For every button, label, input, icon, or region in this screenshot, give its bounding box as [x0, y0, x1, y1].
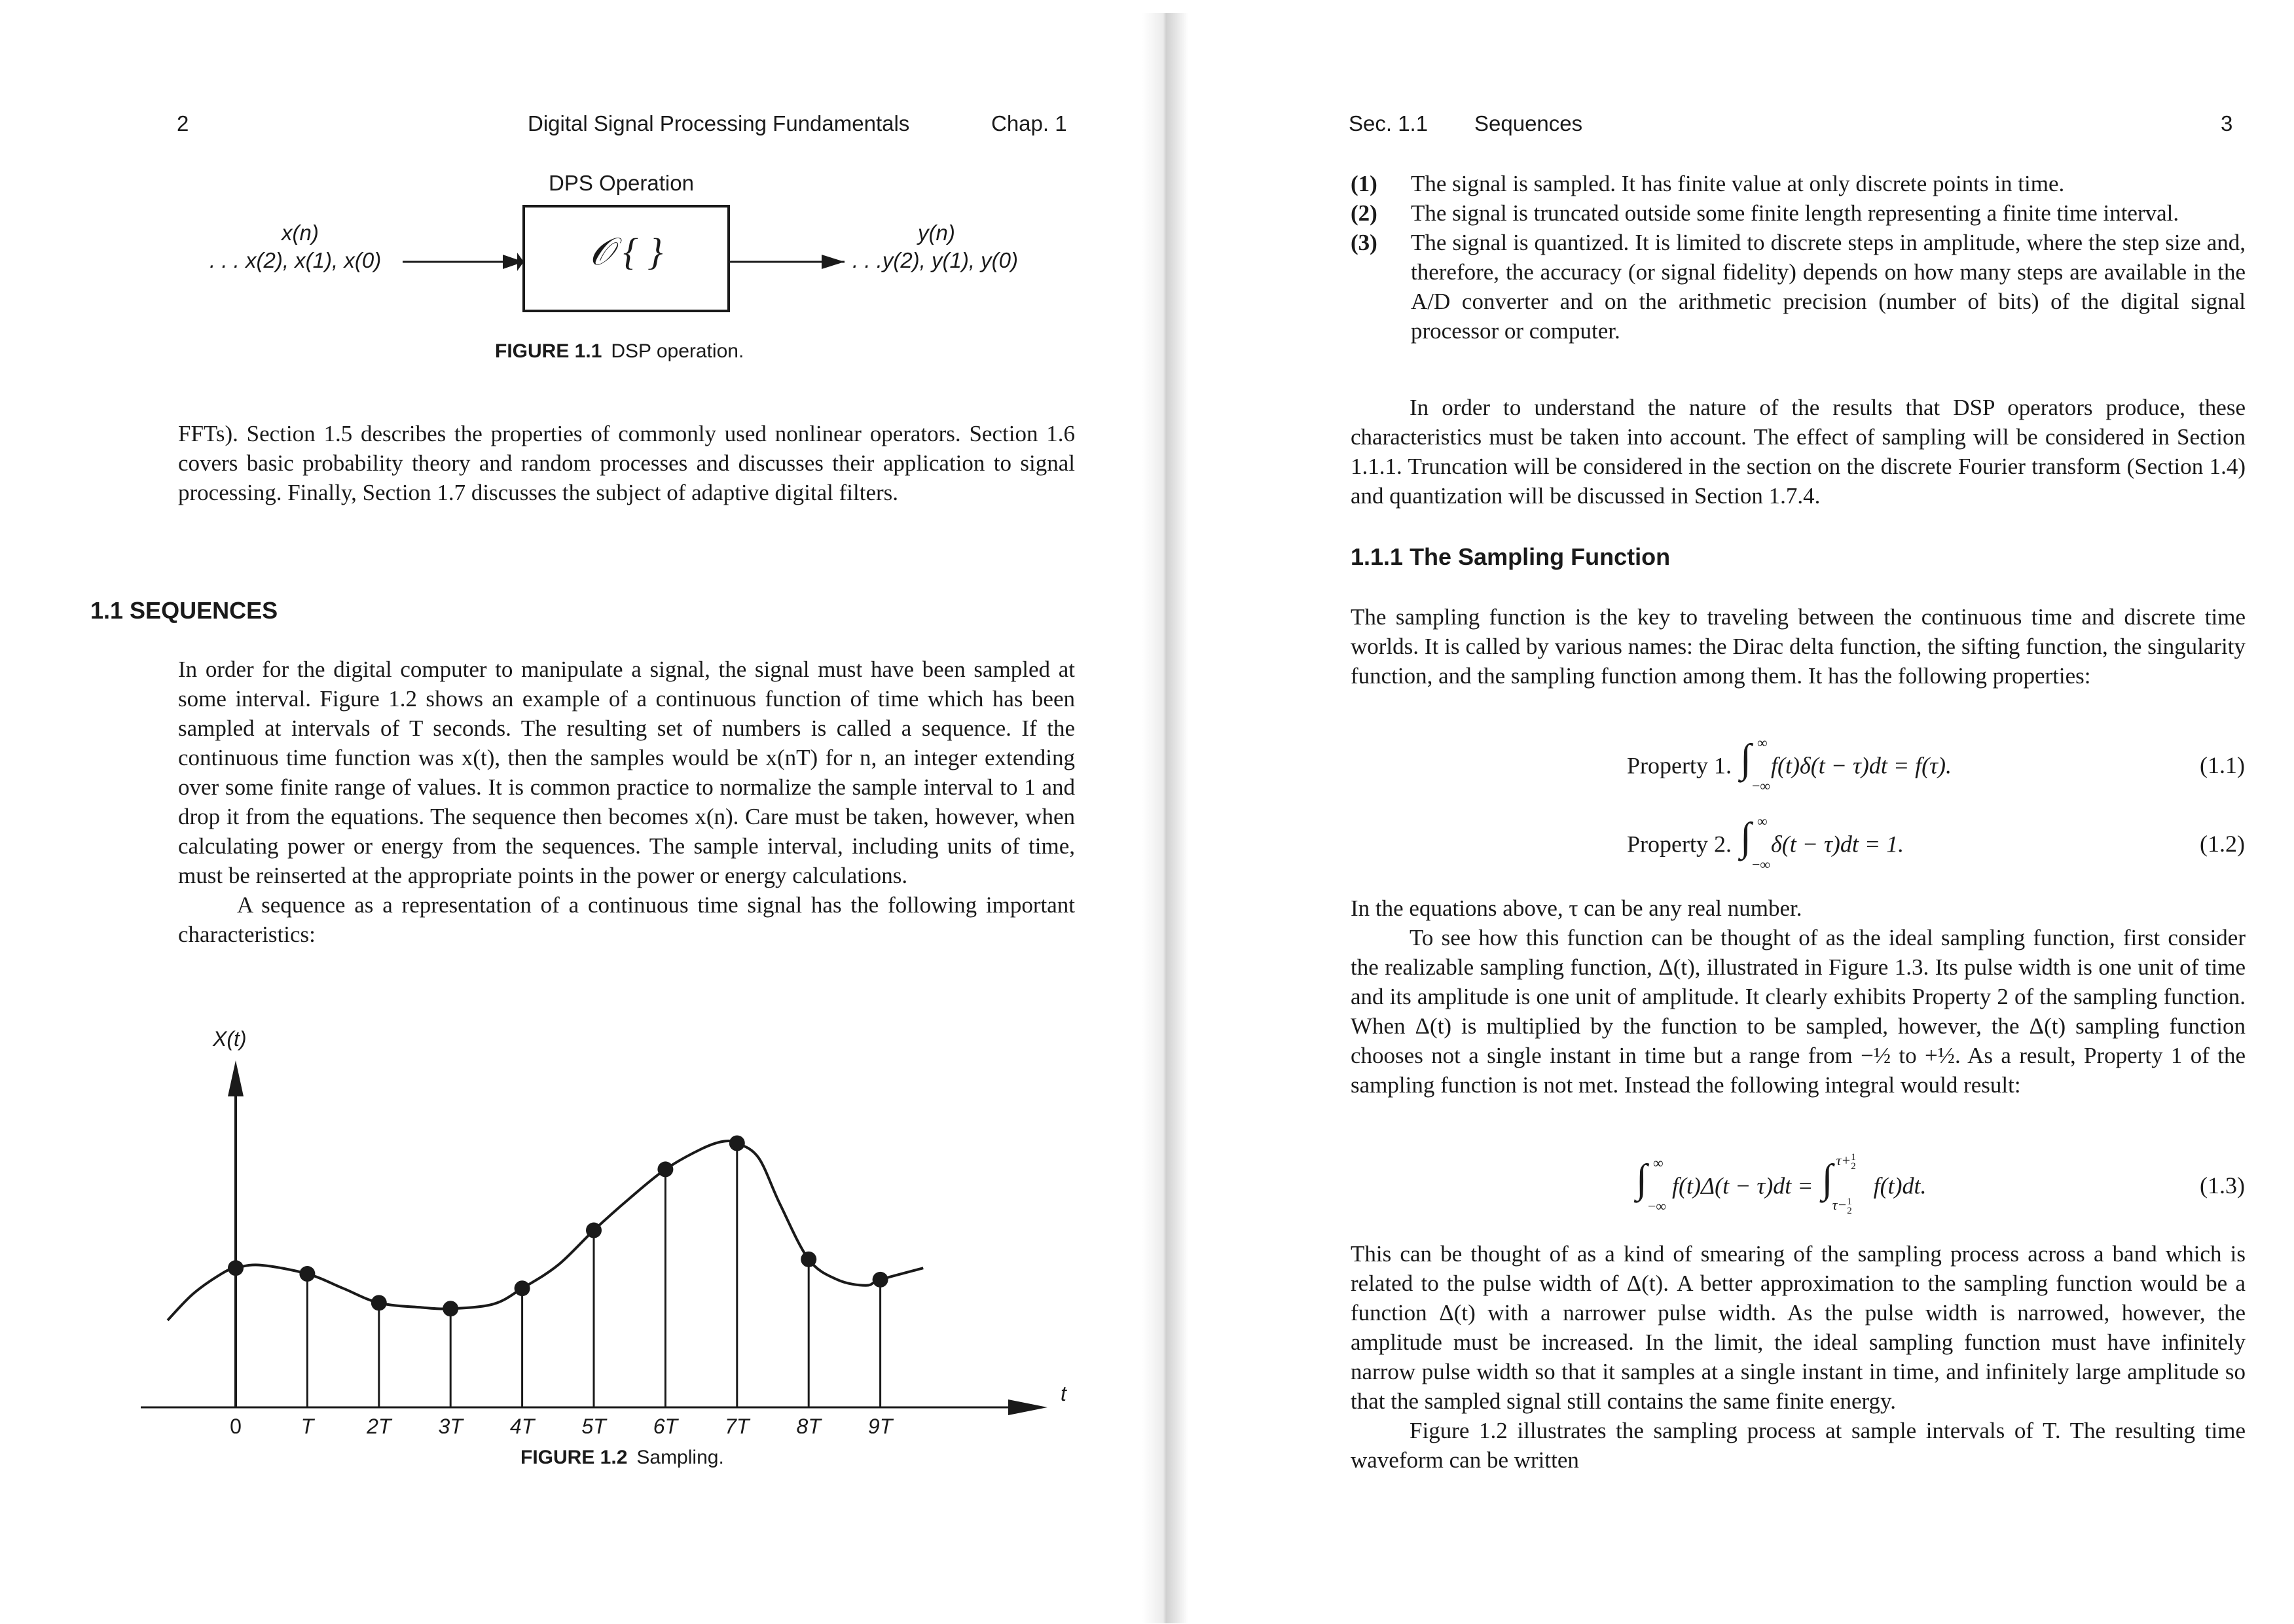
eq3-lhs: f(t)Δ(t − τ)dt = — [1672, 1172, 1813, 1199]
input-sequence: . . . x(2), x(1), x(0) — [209, 248, 382, 272]
x-tick-label: 8T — [796, 1415, 821, 1434]
sample-point — [515, 1280, 530, 1296]
right-section-number: Sec. 1.1 — [1349, 111, 1429, 135]
list-item-text: The signal is sampled. It has finite value at only discrete points in time. — [1411, 171, 2065, 196]
x-tick-label: 7T — [725, 1415, 750, 1434]
sample-point — [443, 1301, 458, 1316]
equation-1-2 — [1627, 813, 1904, 873]
operator-symbol: 𝒪 { } — [589, 230, 663, 273]
y-axis-arrow — [228, 1060, 244, 1096]
intro-paragraph: FFTs). Section 1.5 describes the properties of commonly used nonlinear operators. Section 1.6 covers basic probability theory and random processes and discusses their application to signal processing. Finally, Section 1.7 discusses the subject of adaptive digital filters. — [178, 421, 1075, 505]
integral-upper-limit: ∞ — [1653, 1155, 1664, 1171]
half-denominator: 2 — [1851, 1161, 1856, 1172]
list-item — [1351, 198, 2246, 228]
left-paragraph-2: A sequence as a representation of a continuous time signal has the following important characteristics: — [178, 892, 1075, 947]
sample-point — [657, 1161, 673, 1177]
output-arrow-head — [822, 255, 845, 269]
eq1-label: Property 1. — [1627, 752, 1732, 779]
list-item — [1351, 169, 2246, 198]
figure-1-1 — [190, 167, 1074, 357]
left-body — [178, 655, 1075, 949]
upper-half-fraction — [1851, 1153, 1856, 1171]
book-gutter — [1142, 13, 1188, 1623]
x-tick-label: 4T — [509, 1415, 535, 1434]
subsection-heading: 1.1.1 The Sampling Function — [1351, 543, 1671, 570]
eq2-number: (1.2) — [2200, 831, 2245, 857]
figure-1-1-caption — [495, 340, 744, 363]
continuous-signal-curve — [168, 1141, 923, 1320]
right-page-number: 3 — [2221, 111, 2233, 135]
list-item-number: (1) — [1351, 171, 1377, 196]
x-tick-label: 3T — [438, 1415, 463, 1434]
x-axis-arrow — [1008, 1399, 1047, 1415]
x-tick-label: 6T — [653, 1415, 678, 1434]
eq3-rhs: f(t)dt. — [1873, 1172, 1927, 1199]
integral-sign: ∫ — [1739, 736, 1751, 781]
output-label: y(n) — [918, 221, 955, 245]
eq1-body: f(t)δ(t − τ)dt = f(τ). — [1770, 752, 1952, 779]
right-body-2 — [1351, 893, 2246, 1100]
list-item-number: (3) — [1351, 230, 1377, 255]
equation-1-1 — [1627, 734, 1952, 794]
left-page-number: 2 — [177, 111, 189, 135]
half-numerator: 1 — [1851, 1151, 1856, 1163]
right-body-3 — [1351, 1239, 2246, 1475]
sample-point — [371, 1295, 387, 1310]
eq2-label: Property 2. — [1627, 831, 1732, 857]
integral-sign: ∫ — [1739, 815, 1751, 859]
left-paragraph-1: In order for the digital computer to manipulate a signal, the signal must have been sampled at some interval. Figure 1.2 shows an example of a continuous function of time which has been sampled at intervals of T seconds. The resulting set of numbers is called a sequence. If the continuous time function was x(t), then the samples would be x(nT) for n, an integer extending over some finite range of values. It is common practice to normalize the sample interval to 1 and drop it from the equations. The sequence then becomes x(n). Care must be taken, however, when calculating power or energy from the sequences. The sample interval, including units of time, must be reinserted at the appropriate points in the power or energy calculations. — [178, 657, 1075, 888]
lower-half-fraction — [1847, 1197, 1852, 1216]
x-tick-label: T — [300, 1415, 314, 1434]
x-tick-label: 0 — [230, 1415, 242, 1434]
equation-1-3 — [1633, 1151, 1927, 1216]
x-tick-label: 2T — [367, 1415, 391, 1434]
y-axis-label: X(t) — [213, 1028, 247, 1051]
sample-point — [873, 1272, 888, 1288]
upper-limit-text: τ+ — [1836, 1152, 1851, 1168]
eq2-body: δ(t − τ)dt = 1. — [1770, 831, 1904, 857]
integral-upper-limit: ∞ — [1757, 734, 1768, 751]
list-item-number: (2) — [1351, 200, 1377, 226]
sample-point — [228, 1260, 244, 1276]
lower-limit-text: τ− — [1832, 1197, 1848, 1213]
eq1-number: (1.1) — [2200, 752, 2245, 778]
running-head: Digital Signal Processing Fundamentals — [528, 111, 910, 135]
integral-upper-limit: ∞ — [1757, 813, 1768, 829]
sample-point — [729, 1136, 745, 1151]
output-sequence: . . .y(2), y(1), y(0) — [852, 248, 1019, 272]
sample-point — [801, 1252, 816, 1267]
characteristics-list — [1351, 169, 2246, 346]
figure-1-1-caption-number: FIGURE 1.1 — [495, 340, 602, 362]
right-paragraph-1: In order to understand the nature of the results that DSP operators produce, these characteristics must be taken into account. The effect of sampling will be considered in Section 1.1.1. Truncation will be considered in the section on the discrete Fourier transform (Section 1.4) and quantization will be discussed in Section 1.7.4. — [1351, 395, 2246, 509]
section-heading: 1.1 SEQUENCES — [90, 597, 278, 624]
right-paragraph-2: The sampling function is the key to traveling between the continuous time and discrete time worlds. It is called by various names: the Dirac delta function, the sifting function, the singularity function, and the sampling function among them. It has the following properties: — [1351, 604, 2246, 689]
integral-lower-limit: −∞ — [1648, 1198, 1667, 1214]
integral-sign: ∫ — [1636, 1157, 1647, 1201]
list-item — [1351, 228, 2246, 346]
x-axis-label: t — [1061, 1382, 1066, 1405]
input-label: x(n) — [282, 221, 319, 245]
right-paragraph-4: To see how this function can be thought of as the ideal sampling function, first consider the realizable sampling function, Δ(t), illustrated in Figure 1.3. Its pulse width is one unit of time and its amplitude is one unit of amplitude. It clearly exhibits Property 2 of the sampling function. When Δ(t) is multiplied by the function to be sampled, however, the Δ(t) sampling function chooses not a single instant in time but a range from −½ to +½. As a result, Property 1 of the sampling function is not met. Instead the following integral would result: — [1351, 925, 2246, 1098]
sample-point — [586, 1223, 602, 1238]
list-item-text: The signal is quantized. It is limited to discrete steps in amplitude, where the step size and, therefore, the accuracy (or signal fidelity) depends on how many steps are available in the A/D converter and on the arithmetic precision (number of bits) of the digital signal processor or computer. — [1411, 230, 2246, 344]
figure-1-2-caption-number: FIGURE 1.2 — [520, 1447, 628, 1468]
integral-upper-limit-3 — [1836, 1152, 1856, 1171]
x-tick-label: 9T — [867, 1415, 893, 1434]
half-denominator: 2 — [1847, 1205, 1852, 1216]
chapter-label: Chap. 1 — [991, 111, 1067, 135]
integral-lower-limit: −∞ — [1751, 856, 1771, 873]
integral-lower-limit: −∞ — [1751, 778, 1771, 794]
figure-1-1-caption-text: DSP operation. — [611, 340, 744, 362]
integral-lower-limit-3 — [1832, 1197, 1852, 1216]
half-numerator: 1 — [1847, 1196, 1852, 1207]
right-paragraph-3: In the equations above, τ can be any real number. — [1351, 895, 1802, 921]
figure-1-2-caption-text: Sampling. — [636, 1447, 724, 1468]
input-arrow-tip — [503, 255, 524, 269]
sampling-chart — [131, 1028, 1113, 1434]
right-paragraph-6: Figure 1.2 illustrates the sampling process at sample intervals of T. The resulting time waveform can be written — [1351, 1418, 2246, 1473]
eq3-number: (1.3) — [2200, 1172, 2245, 1199]
sample-point — [299, 1266, 315, 1282]
figure-1-1-title: DPS Operation — [549, 171, 694, 195]
integral-sign: ∫ — [1821, 1157, 1833, 1201]
figure-1-2-caption — [520, 1447, 724, 1469]
right-section-title: Sequences — [1474, 111, 1583, 135]
x-tick-label: 5T — [581, 1415, 606, 1434]
list-item-text: The signal is truncated outside some finite length representing a finite time interval. — [1411, 200, 2179, 226]
right-paragraph-5: This can be thought of as a kind of smearing of the sampling process across a band which is related to the pulse width of Δ(t). A better approximation to the sampling function would be a function Δ(t) with a narrower pulse width. As the pulse width is narrowed, however, the amplitude must be increased. In the limit, the ideal sampling function must have infinitely narrow pulse width so that it samples at a single instant in time, and infinitely large amplitude so that the sampled signal still contains the same finite energy. — [1351, 1241, 2246, 1414]
